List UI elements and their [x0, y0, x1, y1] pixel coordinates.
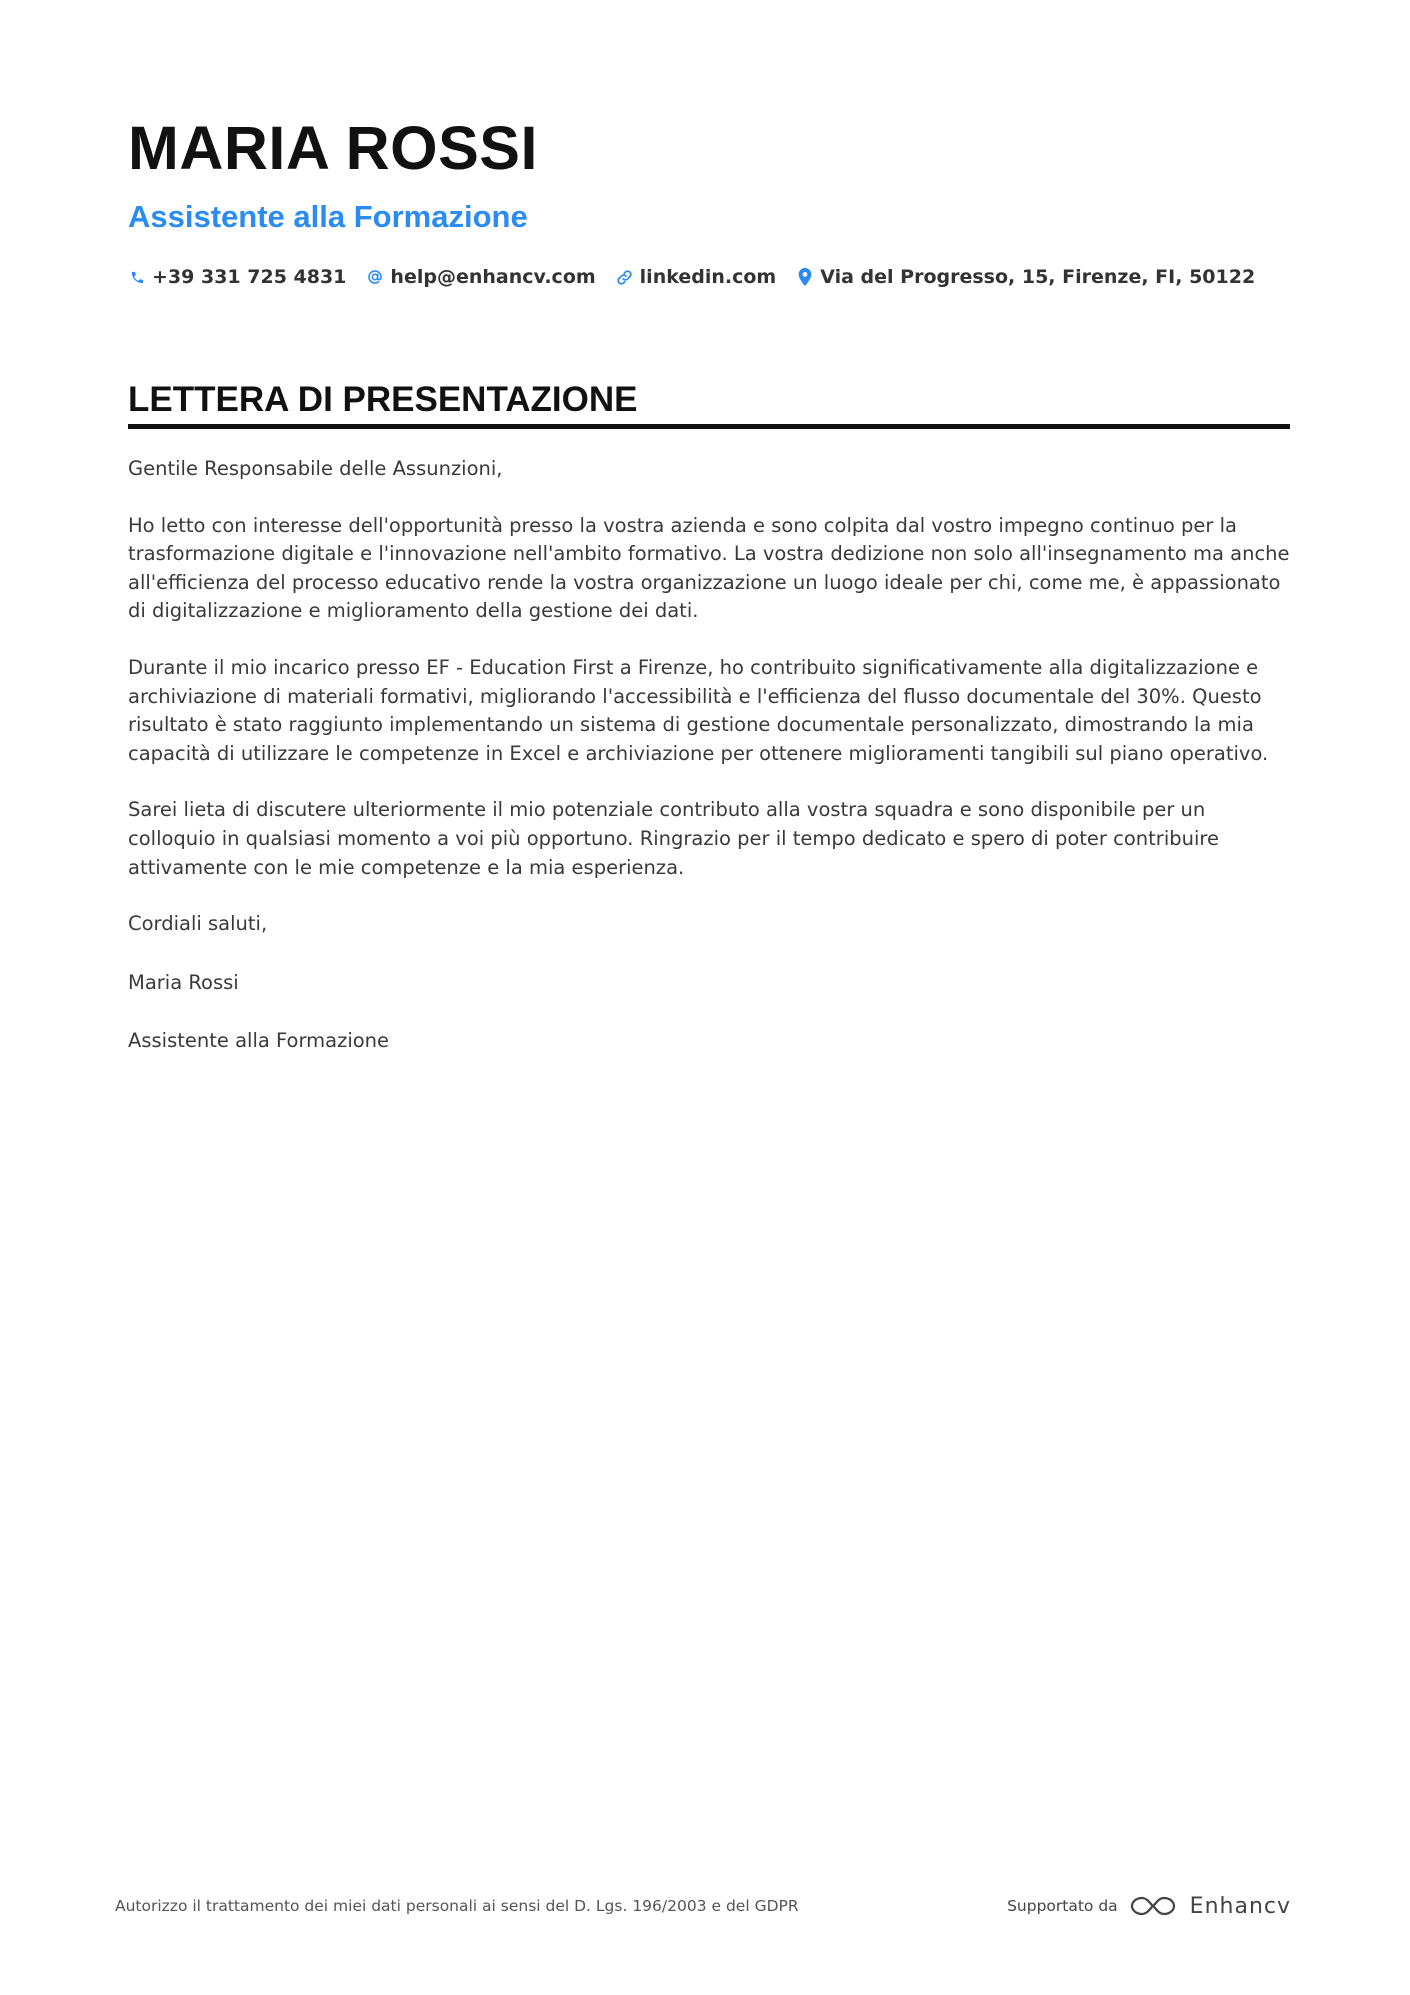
cover-letter-page [128, 108, 1290, 1084]
contact-email-text: help@enhancv.com [390, 266, 596, 288]
contact-phone-text: +39 331 725 4831 [152, 266, 347, 288]
letter-paragraph-2: Durante il mio incarico presso EF - Education First a Firenze, ho contribuito significativamente alla digitalizzazione e archiviazione di materiali formativi, migliorando l'accessibilità e l'efficienza del flusso documentale del 30%. Questo risultato è stato raggiunto implementando un sistema di gestione documentale personalizzato, dimostrando la mia capacità di utilizzare le competenze in Excel e archiviazione per ottenere miglioramenti tangibili sul piano operativo. [128, 655, 1269, 765]
letter-paragraph-1: Ho letto con interesse dell'opportunità presso la vostra azienda e sono colpita dal vostro impegno continuo per la trasformazione digitale e l'innovazione nell'ambito formativo. La vostra dedizione non solo all'insegnamento ma anche all'efficienza del processo educativo rende la vostra organizzazione un luogo ideale per chi, come me, è appassionato di digitalizzazione e miglioramento della gestione dei dati. [128, 513, 1290, 623]
candidate-role: Assistente alla Formazione [128, 199, 528, 234]
signature-role: Assistente alla Formazione [128, 1029, 390, 1053]
contact-address [796, 266, 1255, 288]
powered-by-label: Supportato da [1007, 1897, 1118, 1915]
letter-closing: Cordiali saluti, [128, 912, 268, 936]
privacy-consent: Autorizzo il trattamento dei miei dati personali ai sensi del D. Lgs. 196/2003 e del GDPR [115, 1897, 799, 1915]
letter-body [128, 455, 1290, 1056]
signature-name: Maria Rossi [128, 970, 239, 994]
section-divider [128, 424, 1290, 429]
phone-icon [128, 267, 146, 287]
location-pin-icon [796, 267, 814, 287]
letter-greeting: Gentile Responsabile delle Assunzioni, [128, 457, 503, 480]
contact-email[interactable] [366, 266, 595, 288]
letter-paragraph-3: Sarei lieta di discutere ulteriormente il mio potenziale contributo alla vostra squadra e sono disponibile per un colloquio in qualsiasi momento a voi più opportuno. Ringrazio per il tempo dedicato e spero di poter contribuire attivamente con le mie competenze e la mia esperienza. [128, 798, 1219, 879]
enhancv-brand: Enhancv [1189, 1893, 1291, 1919]
page-footer [115, 1890, 1291, 1922]
enhancv-logo-icon [1130, 1894, 1176, 1918]
contact-address-text: Via del Progresso, 15, Firenze, FI, 50122 [820, 266, 1256, 288]
candidate-name: MARIA ROSSI [128, 114, 538, 182]
link-icon [616, 267, 634, 287]
powered-by[interactable] [1007, 1894, 1291, 1919]
contact-linkedin[interactable] [616, 266, 777, 288]
at-icon [366, 267, 384, 287]
contact-phone[interactable] [128, 266, 346, 288]
contact-linkedin-text: linkedin.com [639, 266, 777, 288]
section-title: LETTERA DI PRESENTAZIONE [128, 380, 638, 419]
contact-bar [128, 262, 1290, 292]
